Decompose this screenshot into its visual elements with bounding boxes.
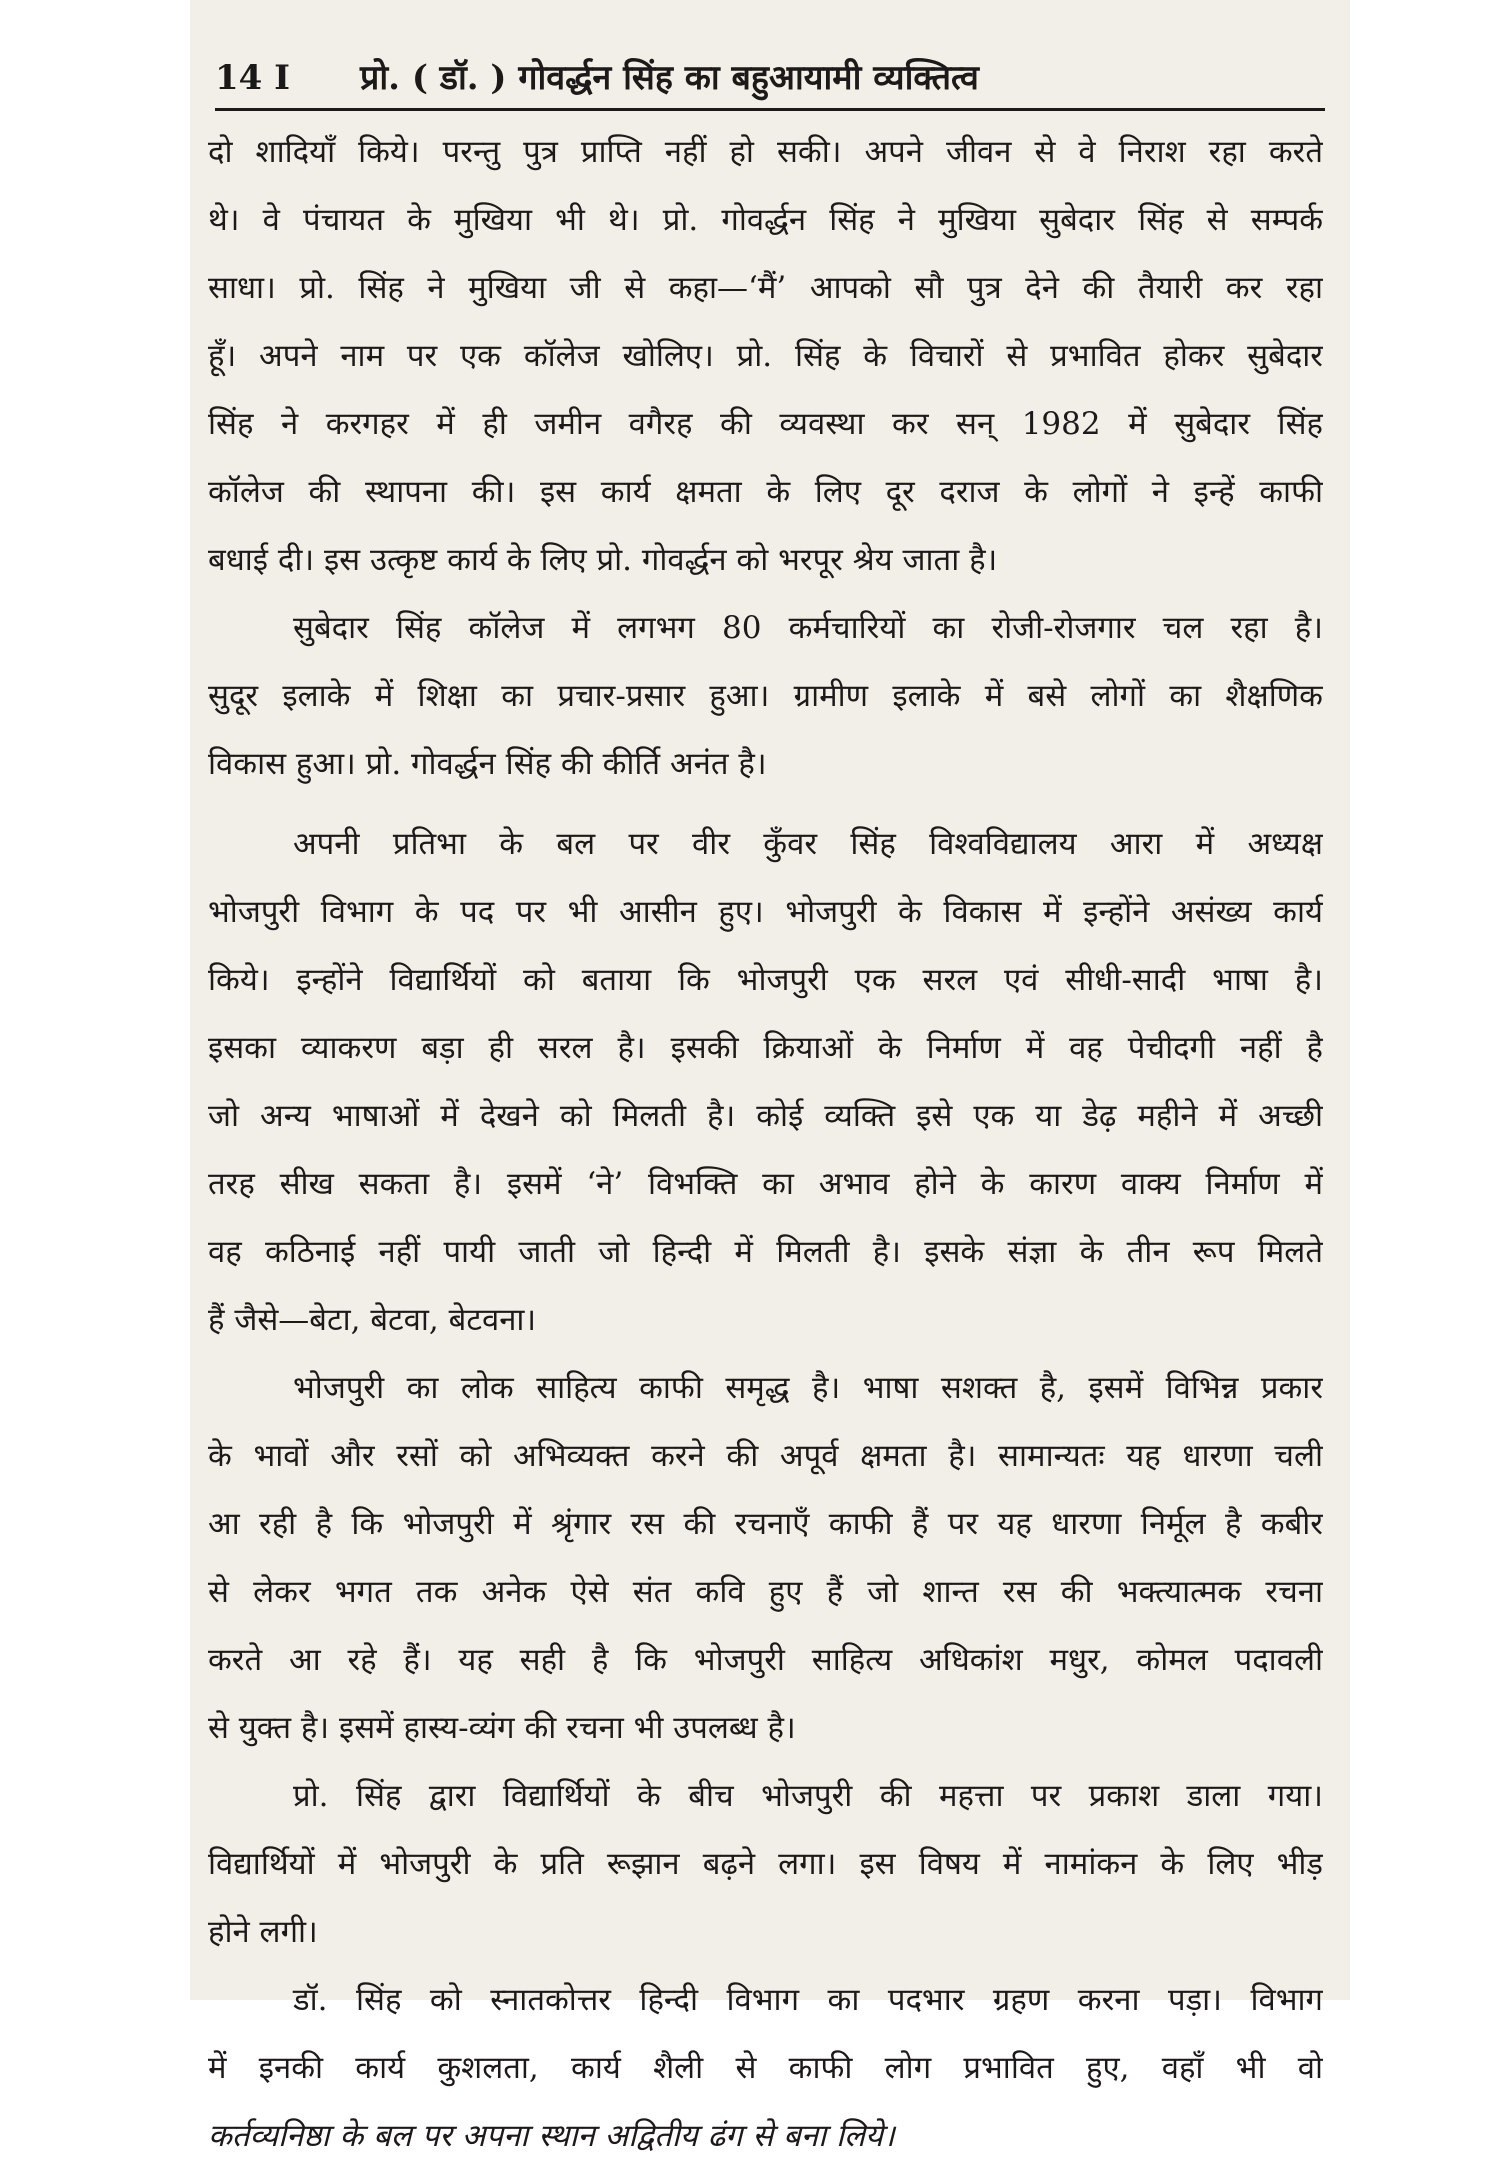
- text-line: सुदूर इलाके में शिक्षा का प्रचार-प्रसार हुआ। ग्रामीण इलाके में बसे लोगों का शैक्षणिक: [208, 678, 1323, 714]
- text-line: हूँ। अपने नाम पर एक कॉलेज खोलिए। प्रो. सिंह के विचारों से प्रभावित होकर सुबेदार: [208, 338, 1323, 374]
- text-line: किये। इन्होंने विद्यार्थियों को बताया कि भोजपुरी एक सरल एवं सीधी-सादी भाषा है।: [208, 962, 1323, 998]
- text-line: हैं जैसे—बेटा, बेटवा, बेटवना।: [208, 1302, 537, 1338]
- text-line: होने लगी।: [208, 1914, 318, 1950]
- paragraph-start: सुबेदार सिंह कॉलेज में लगभग 80 कर्मचारियों का रोजी-रोजगार चल रहा है।: [293, 610, 1323, 646]
- paragraph-start: डॉ. सिंह को स्नातकोत्तर हिन्दी विभाग का पदभार ग्रहण करना पड़ा। विभाग: [293, 1982, 1323, 2018]
- text-line: कॉलेज की स्थापना की। इस कार्य क्षमता के लिए दूर दराज के लोगों ने इन्हें काफी: [208, 474, 1323, 510]
- text-line: विद्यार्थियों में भोजपुरी के प्रति रूझान बढ़ने लगा। इस विषय में नामांकन के लिए भीड़: [208, 1846, 1323, 1882]
- paragraph-start: अपनी प्रतिभा के बल पर वीर कुँवर सिंह विश्वविद्यालय आरा में अध्यक्ष: [293, 826, 1323, 862]
- text-line: में इनकी कार्य कुशलता, कार्य शैली से काफी लोग प्रभावित हुए, वहाँ भी वो: [208, 2050, 1323, 2086]
- body-text: [208, 118, 1323, 2170]
- text-line: वह कठिनाई नहीं पायी जाती जो हिन्दी में मिलती है। इसके संज्ञा के तीन रूप मिलते: [208, 1234, 1323, 1270]
- text-line: के भावों और रसों को अभिव्यक्त करने की अपूर्व क्षमता है। सामान्यतः यह धारणा चली: [208, 1438, 1323, 1474]
- paragraph-start: प्रो. सिंह द्वारा विद्यार्थियों के बीच भोजपुरी की महत्ता पर प्रकाश डाला गया।: [293, 1778, 1323, 1814]
- text-line: दो शादियाँ किये। परन्तु पुत्र प्राप्ति नहीं हो सकी। अपने जीवन से वे निराश रहा करते: [208, 134, 1323, 170]
- header-rule: [215, 108, 1325, 111]
- text-line: आ रही है कि भोजपुरी में श्रृंगार रस की रचनाएँ काफी हैं पर यह धारणा निर्मूल है कबीर: [208, 1506, 1323, 1542]
- text-line: करते आ रहे हैं। यह सही है कि भोजपुरी साहित्य अधिकांश मधुर, कोमल पदावली: [208, 1642, 1323, 1678]
- paragraph-start: भोजपुरी का लोक साहित्य काफी समृद्ध है। भाषा सशक्त है, इसमें विभिन्न प्रकार: [293, 1370, 1323, 1406]
- text-line: बधाई दी। इस उत्कृष्ट कार्य के लिए प्रो. गोवर्द्धन को भरपूर श्रेय जाता है।: [208, 542, 998, 578]
- text-line: सिंह ने करगहर में ही जमीन वगैरह की व्यवस्था कर सन् 1982 में सुबेदार सिंह: [208, 406, 1323, 442]
- page-header: [215, 50, 1325, 106]
- text-line: इसका व्याकरण बड़ा ही सरल है। इसकी क्रियाओं के निर्माण में वह पेचीदगी नहीं है: [208, 1030, 1323, 1066]
- text-line: भोजपुरी विभाग के पद पर भी आसीन हुए। भोजपुरी के विकास में इन्होंने असंख्य कार्य: [208, 894, 1323, 930]
- text-line: साधा। प्रो. सिंह ने मुखिया जी से कहा—‘मैं’ आपको सौ पुत्र देने की तैयारी कर रहा: [208, 270, 1323, 306]
- text-line: विकास हुआ। प्रो. गोवर्द्धन सिंह की कीर्ति अनंत है।: [208, 746, 767, 782]
- text-line: से युक्त है। इसमें हास्य-व्यंग की रचना भी उपलब्ध है।: [208, 1710, 796, 1746]
- text-line: तरह सीख सकता है। इसमें ‘ने’ विभक्ति का अभाव होने के कारण वाक्य निर्माण में: [208, 1166, 1323, 1202]
- text-line: जो अन्य भाषाओं में देखने को मिलती है। कोई व्यक्ति इसे एक या डेढ़ महीने में अच्छी: [208, 1098, 1323, 1134]
- text-line: थे। वे पंचायत के मुखिया भी थे। प्रो. गोवर्द्धन सिंह ने मुखिया सुबेदार सिंह से सम्पर्क: [208, 202, 1323, 238]
- text-line: से लेकर भगत तक अनेक ऐसे संत कवि हुए हैं जो शान्त रस की भक्त्यात्मक रचना: [208, 1574, 1323, 1610]
- text-line: कर्तव्यनिष्ठा के बल पर अपना स्थान अद्वितीय ढंग से बना लिये।: [208, 2118, 895, 2154]
- page-number: 14 I: [215, 58, 291, 98]
- running-title: प्रो. ( डॉ. ) गोवर्द्धन सिंह का बहुआयामी व्यक्तित्व: [360, 58, 979, 98]
